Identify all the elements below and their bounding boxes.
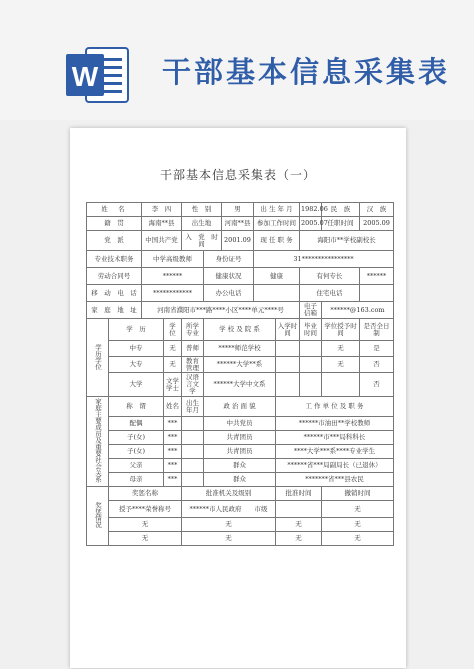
work-start-value: 2005.07 [300, 217, 322, 231]
family-header: 称 谓 [109, 397, 164, 417]
award-date: 无 [276, 532, 322, 546]
edu-degree: 无 [164, 357, 182, 373]
basic-row [87, 217, 394, 231]
award-authority: ******市人民政府 市级 [182, 501, 276, 518]
edu-fulltime: 否 [360, 357, 394, 373]
awards-header-row [87, 487, 394, 501]
edu-school: ******大学**系 [204, 357, 276, 373]
awards-header: 撤销时间 [322, 487, 394, 501]
join-party-label: 入 党 时 间 [182, 231, 222, 251]
family-name: *** [164, 459, 182, 473]
ethnicity-value: 汉 族 [360, 203, 394, 217]
edu-level: 大专 [109, 357, 164, 373]
family-name: *** [164, 431, 182, 445]
gender-value: 男 [222, 203, 254, 217]
family-work: *******省***县农民 [276, 473, 394, 487]
basic-row [87, 302, 394, 319]
banner [0, 0, 474, 120]
award-authority: 无 [182, 532, 276, 546]
edu-header: 所学专业 [182, 319, 204, 341]
info-table [86, 202, 394, 546]
contract-value: ****** [142, 268, 204, 285]
word-document-icon [64, 44, 130, 106]
family-political: 群众 [204, 459, 276, 473]
gender-label: 性 别 [182, 203, 222, 217]
edu-major: 汉语言文学 [182, 373, 204, 397]
office-phone-label: 办公电话 [204, 285, 254, 302]
work-start-label: 参加工作时间 [254, 217, 300, 231]
education-row [87, 373, 394, 397]
id-value: 31**************** [254, 251, 394, 268]
family-relation: 父亲 [109, 459, 164, 473]
home-phone-value [360, 285, 394, 302]
basic-row [87, 203, 394, 217]
award-name: 无 [109, 518, 182, 532]
award-date [276, 501, 322, 518]
skill-label: 有何专长 [300, 268, 360, 285]
family-political: 共青团员 [204, 445, 276, 459]
mobile-label: 移 动 电 话 [87, 285, 142, 302]
edu-header: 学 校 及 院 系 [204, 319, 276, 341]
id-label: 身份证号 [204, 251, 254, 268]
edu-fulltime: 是 [360, 341, 394, 357]
award-name: 无 [109, 532, 182, 546]
email-label: 电子信箱 [300, 302, 322, 319]
native-value: 海南**县 [142, 217, 182, 231]
family-political: 共青团员 [204, 431, 276, 445]
party-value: 中国共产党 [142, 231, 182, 251]
ethnicity-label: 民 族 [322, 203, 360, 217]
family-name: *** [164, 417, 182, 431]
party-label: 党 派 [87, 231, 142, 251]
title-label: 专业技术职务 [87, 251, 142, 268]
family-work: ******市油田**学校教师 [276, 417, 394, 431]
edu-end [300, 357, 322, 373]
edu-school: ******大学中文系 [204, 373, 276, 397]
award-authority: 无 [182, 518, 276, 532]
edu-header: 学 历 [109, 319, 164, 341]
family-row [87, 431, 394, 445]
native-label: 籍 贯 [87, 217, 142, 231]
edu-granted: 无 [322, 357, 360, 373]
position-label: 现 任 职 务 [254, 231, 300, 251]
basic-row [87, 285, 394, 302]
edu-header: 是否全日制 [360, 319, 394, 341]
edu-header: 学 位 [164, 319, 182, 341]
name-label: 姓 名 [87, 203, 142, 217]
edu-start [276, 357, 300, 373]
family-birth [182, 417, 204, 431]
family-political: 群众 [204, 473, 276, 487]
family-header: 出生年月 [182, 397, 204, 417]
form-title: 干部基本信息采集表（一） [159, 168, 316, 182]
education-section-label: 学历学位 [87, 319, 109, 397]
edu-level: 大学 [109, 373, 164, 397]
edu-granted [322, 373, 360, 397]
family-name: *** [164, 473, 182, 487]
basic-row [87, 268, 394, 285]
email-value: ******@163.com [322, 302, 394, 319]
family-section-label: 家庭主要成员及重要社会关系 [87, 397, 109, 487]
edu-header: 入学时间 [276, 319, 300, 341]
awards-header: 批准时间 [276, 487, 322, 501]
edu-header: 学位授予时间 [322, 319, 360, 341]
awards-row [87, 501, 394, 518]
edu-end [300, 341, 322, 357]
family-row [87, 473, 394, 487]
edu-start [276, 373, 300, 397]
edu-degree: 文学学士 [164, 373, 182, 397]
birthplace-value: 河南**县 [222, 217, 254, 231]
family-work: ******市***局科科长 [276, 431, 394, 445]
awards-row [87, 532, 394, 546]
home-phone-label: 住宅电话 [300, 285, 360, 302]
family-row [87, 417, 394, 431]
office-phone-value [254, 285, 300, 302]
family-row [87, 445, 394, 459]
word-logo-letter: W [71, 61, 99, 92]
family-header: 政 治 面 貌 [204, 397, 276, 417]
address-value: 河南省濮阳市***路****小区****单元****号 [142, 302, 300, 319]
awards-header: 批准机关及级别 [182, 487, 276, 501]
mobile-value: ************ [142, 285, 204, 302]
health-label: 健康状况 [204, 268, 254, 285]
award-revoke: 无 [322, 532, 394, 546]
award-name: 授予****荣誉称号 [109, 501, 182, 518]
family-relation: 子(女) [109, 445, 164, 459]
education-row [87, 341, 394, 357]
form-page [70, 128, 406, 668]
education-header-row [87, 319, 394, 341]
awards-section-label: 奖惩情况 [87, 487, 109, 546]
address-label: 家 庭 地 址 [87, 302, 142, 319]
edu-granted: 无 [322, 341, 360, 357]
position-value: 海阳市**学校副校长 [300, 231, 394, 251]
award-date: 无 [276, 518, 322, 532]
basic-row [87, 231, 394, 251]
awards-row [87, 518, 394, 532]
birth-value: 1982.06 [300, 203, 322, 217]
health-value: 健康 [254, 268, 300, 285]
edu-school: *****师范学校 [204, 341, 276, 357]
family-relation: 配偶 [109, 417, 164, 431]
family-row [87, 459, 394, 473]
join-party-value: 2001.09 [222, 231, 254, 251]
edu-fulltime: 否 [360, 373, 394, 397]
family-birth [182, 473, 204, 487]
family-header: 姓名 [164, 397, 182, 417]
edu-level: 中专 [109, 341, 164, 357]
family-name: *** [164, 445, 182, 459]
appoint-value: 2005.09 [360, 217, 394, 231]
title-value: 中学高级教师 [142, 251, 204, 268]
family-work: ****大学***系****专业学生 [276, 445, 394, 459]
family-birth [182, 459, 204, 473]
edu-end [300, 373, 322, 397]
award-revoke: 无 [322, 518, 394, 532]
family-header: 工 作 单 位 及 职 务 [276, 397, 394, 417]
edu-header: 毕业时间 [300, 319, 322, 341]
appoint-label: 任职时间 [322, 217, 360, 231]
family-relation: 母亲 [109, 473, 164, 487]
family-relation: 子(女) [109, 431, 164, 445]
family-work: ******省***局副局长（已退休） [276, 459, 394, 473]
banner-title: 干部基本信息采集表 [162, 55, 451, 89]
family-birth [182, 431, 204, 445]
family-political: 中共党员 [204, 417, 276, 431]
edu-degree: 无 [164, 341, 182, 357]
awards-header: 奖惩名称 [109, 487, 182, 501]
family-birth [182, 445, 204, 459]
birth-label: 出 生 年 月 [254, 203, 300, 217]
edu-major: 普师 [182, 341, 204, 357]
edu-start [276, 341, 300, 357]
award-revoke: 无 [322, 501, 394, 518]
family-header-row [87, 397, 394, 417]
contract-label: 劳动合同号 [87, 268, 142, 285]
name-value: 李 四 [142, 203, 182, 217]
basic-row [87, 251, 394, 268]
birthplace-label: 出生地 [182, 217, 222, 231]
edu-major: 教育管理 [182, 357, 204, 373]
skill-value: ****** [360, 268, 394, 285]
education-row [87, 357, 394, 373]
